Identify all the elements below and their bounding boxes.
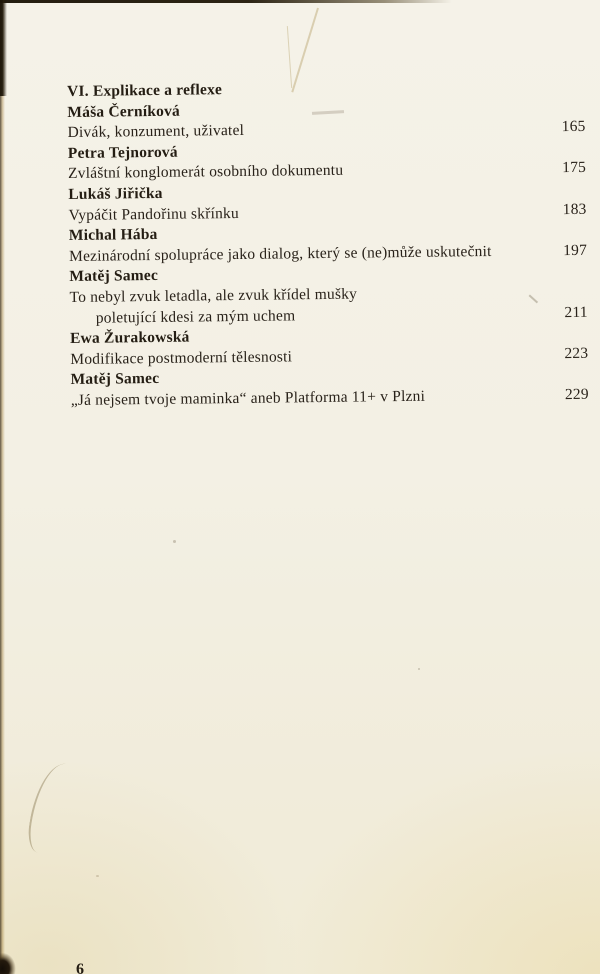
- toc-entry-text: VI. Explikace a reflexe: [67, 81, 223, 100]
- toc-entry-text: To nebyl zvuk letadla, ale zvuk křídel mušky: [69, 285, 358, 306]
- toc-entry-text: Ewa Žurakowská: [69, 328, 190, 348]
- paper-scratch: [25, 760, 89, 859]
- toc-entry-page-number: 197: [563, 241, 588, 259]
- toc-entry-text: Máša Černíková: [67, 102, 181, 121]
- toc-entry-text: Petra Tejnorová: [67, 143, 178, 162]
- toc-entry-text: Mezinárodní spolupráce jako dialog, který se (ne)může uskutečnit: [68, 242, 492, 265]
- toc-entry-page-number: 175: [562, 159, 587, 177]
- toc-entry-text: „Já nejsem tvoje maminka“ aneb Platforma 11+ v Plzni: [70, 387, 426, 409]
- toc-entry-text: Matěj Samec: [70, 370, 160, 389]
- paper-speck: [96, 875, 99, 877]
- toc-entry-text: Modifikace postmoderní tělesnosti: [70, 348, 293, 368]
- toc-entry-text: Lukáš Jiřička: [68, 184, 163, 203]
- scan-corner-mark: [0, 949, 21, 974]
- toc-entry-page-number: 183: [562, 200, 587, 218]
- toc-entry-text: Vypáčit Pandořinu skřínku: [68, 204, 239, 224]
- scan-edge-top: [0, 0, 452, 3]
- toc-entry-page-number: 165: [561, 118, 586, 136]
- toc: [67, 76, 589, 412]
- toc-entry-page-number: 229: [564, 385, 589, 404]
- toc-entry-text: poletující kdesi za mým uchem: [95, 306, 296, 327]
- toc-entry-text: Michal Hába: [68, 226, 158, 245]
- toc-entry-text: Zvláštní konglomerát osobního dokumentu: [67, 162, 344, 183]
- scan-edge-left-dark: [0, 0, 7, 96]
- paper-speck: [173, 540, 176, 543]
- scan-edge-left: [0, 0, 5, 974]
- paper-speck: [418, 668, 420, 670]
- toc-entry-page-number: 211: [564, 303, 588, 321]
- page-number-folio: 6: [76, 961, 84, 974]
- toc-entry-text: Matěj Samec: [69, 267, 159, 286]
- toc-entry-page-number: 223: [564, 344, 589, 362]
- toc-entry-text: Divák, konzument, uživatel: [67, 122, 245, 142]
